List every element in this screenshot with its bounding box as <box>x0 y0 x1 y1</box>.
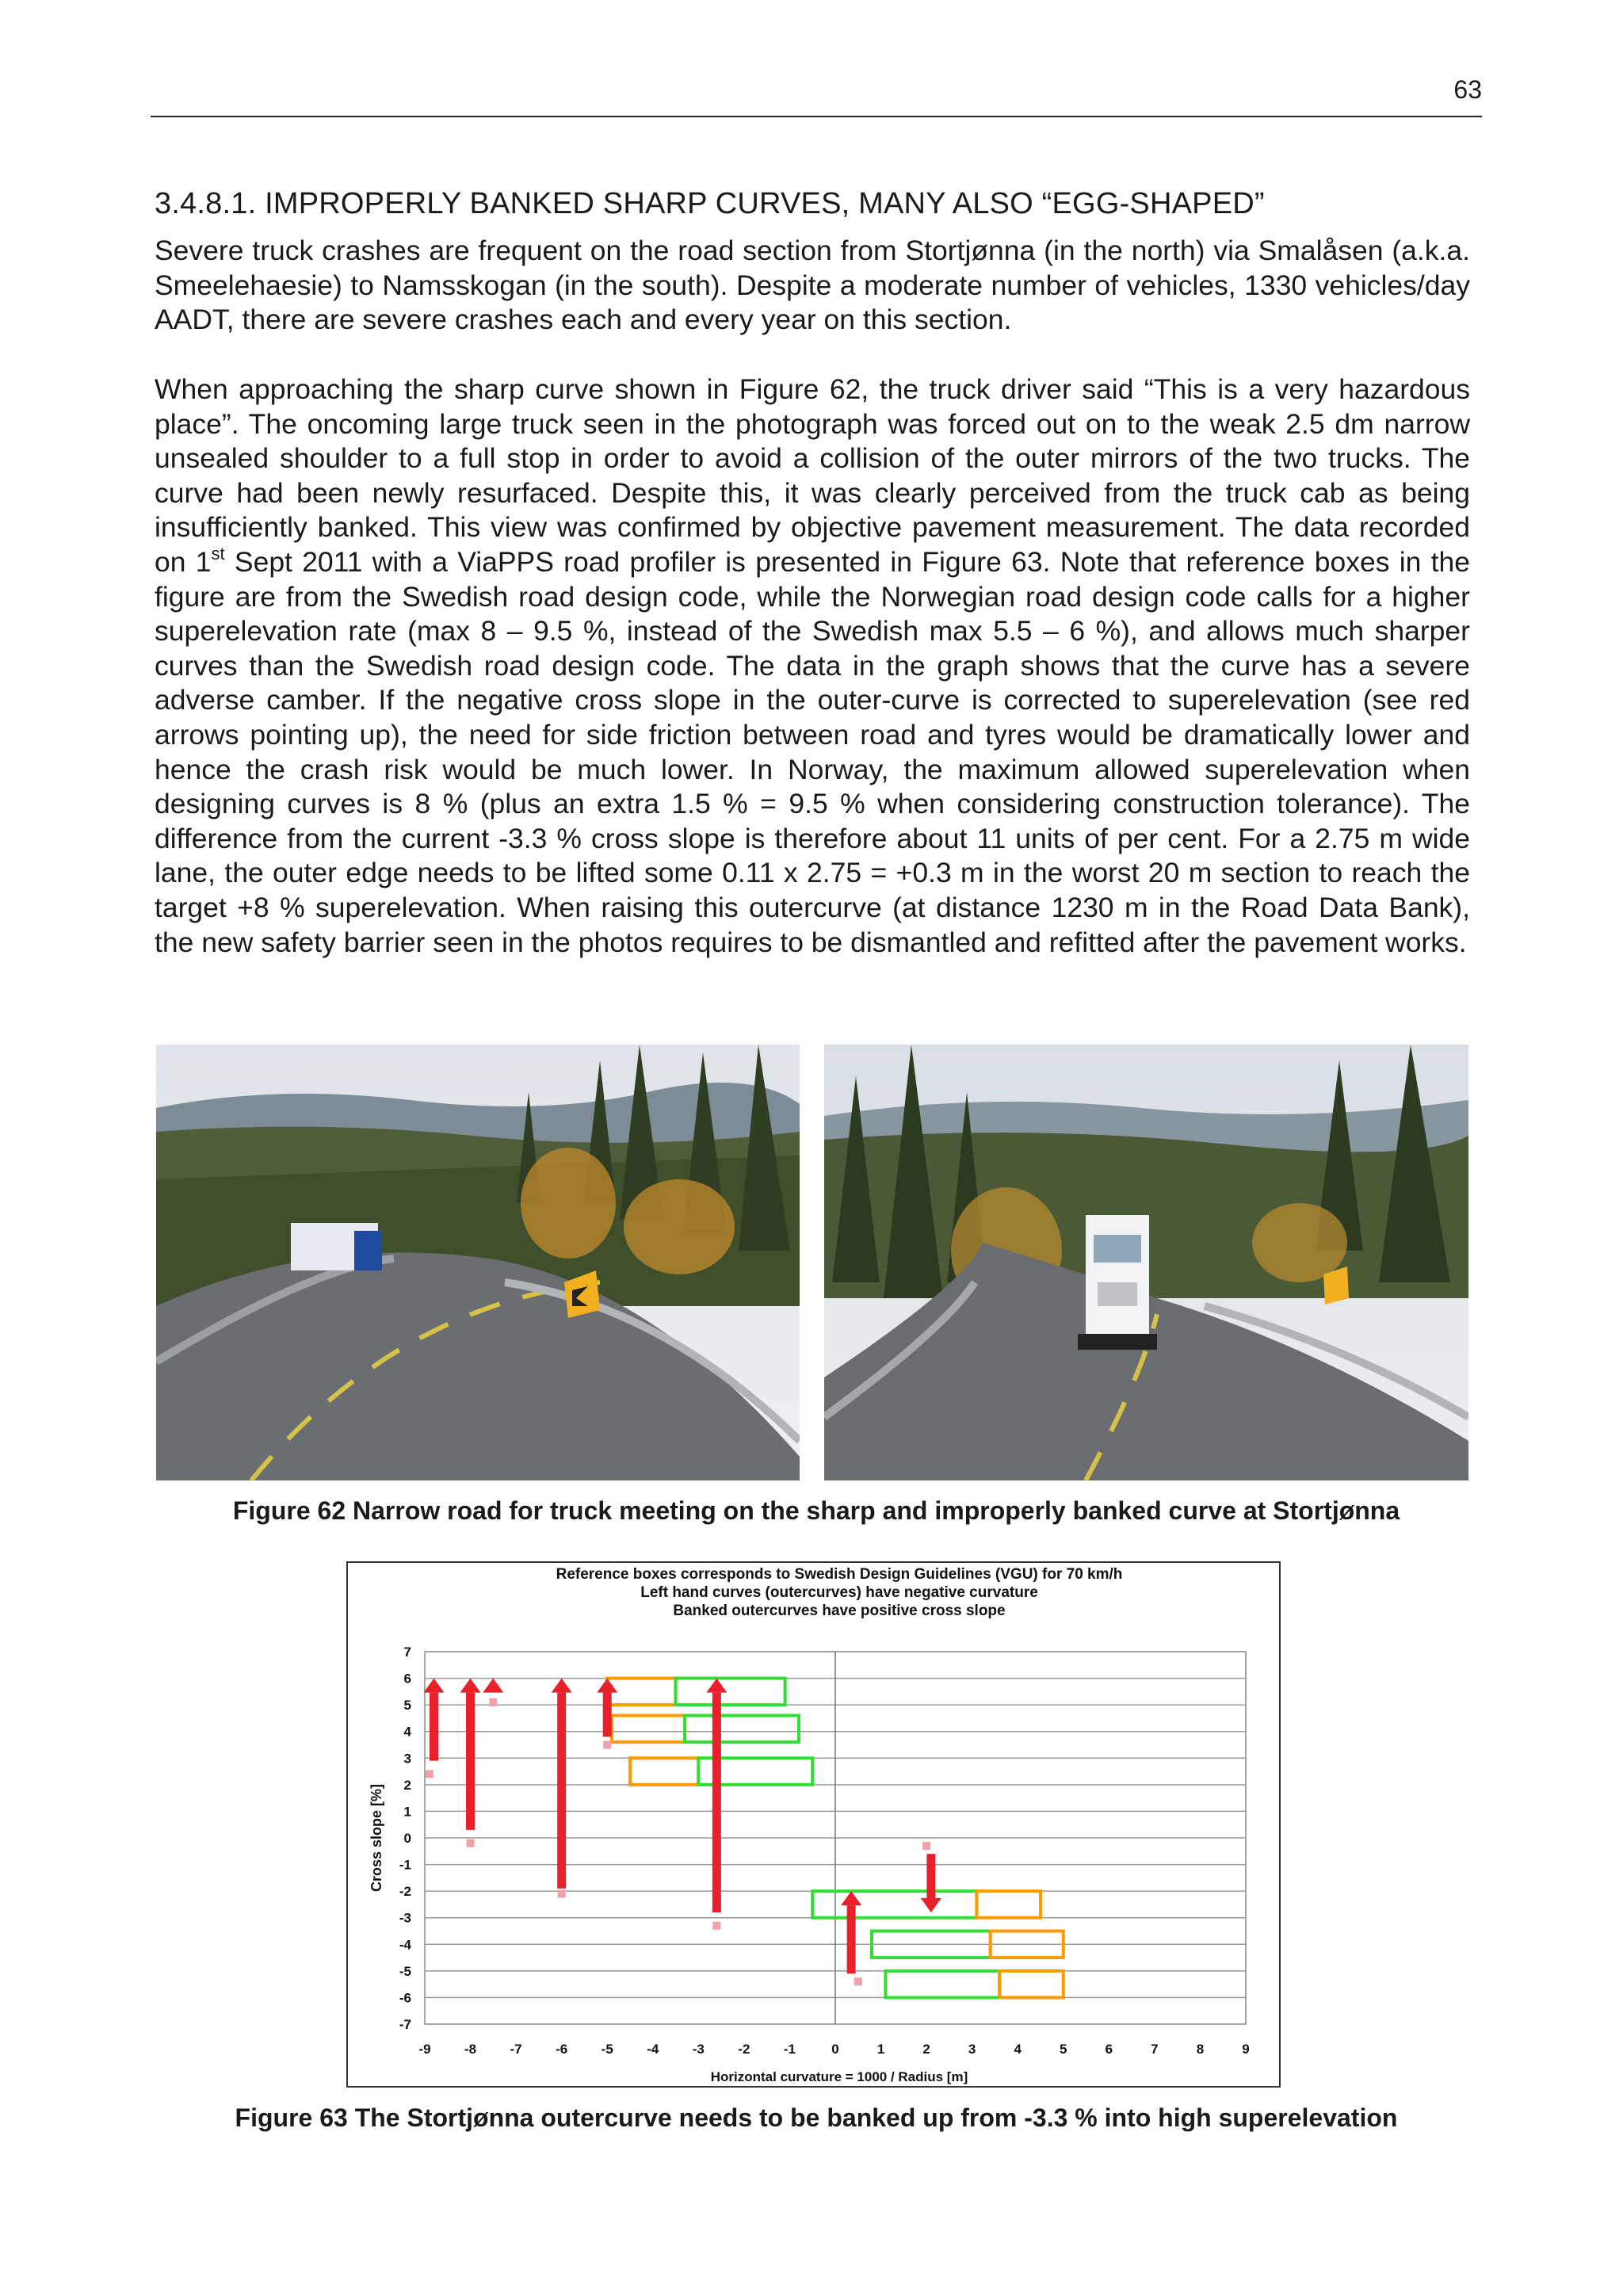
y-tick-label: 7 <box>403 1645 411 1660</box>
measured-point <box>489 1698 497 1706</box>
header-rule <box>151 116 1482 117</box>
ordinal-suffix: st <box>211 544 225 564</box>
chart-svg <box>348 1563 1279 2086</box>
photo-truck-oncoming <box>824 1045 1468 1480</box>
y-tick-label: -7 <box>399 2017 411 2032</box>
x-tick-label: -4 <box>647 2042 659 2057</box>
photo-left-illustration <box>156 1045 800 1480</box>
y-tick-label: 4 <box>403 1724 411 1740</box>
x-axis-label: Horizontal curvature = 1000 / Radius [m] <box>710 2069 968 2084</box>
y-tick-label: 5 <box>403 1698 411 1713</box>
paragraph-2 <box>155 372 1470 960</box>
x-tick-label: -1 <box>783 2042 796 2057</box>
photo-truck-approaching <box>156 1045 800 1480</box>
chart-title-line: Left hand curves (outercurves) have negative curvature <box>640 1584 1038 1601</box>
measured-point <box>712 1922 720 1930</box>
paragraph-2-part-2: Sept 2011 with a ViaPPS road profiler is presented in Figure 63. Note that reference boxes in the figure are from the Swedish road design code, while the Norwegian road design code calls for a higher superelevation rate (max 8 – 9.5 %, instead of the Swedish max 5.5 – 6 %), and allows much sharper curves than the Swedish road design code. The data in the graph shows that the curve has a severe adverse camber. If the negative cross slope in the outer-curve is corrected to superelevation (see red arrows pointing up), the need for side friction between road and tyres would be dramatically lower and hence the crash risk would be much lower. In Norway, the maximum allowed superelevation when designing curves is 8 % (plus an extra 1.5 % = 9.5 % when considering construction tolerance). The difference from the current -3.3 % cross slope is therefore about 11 units of per cent. For a 2.75 m wide lane, the outer edge needs to be lifted some 0.11 x 2.75 = +0.3 m in the worst 20 m section to reach the target +8 % superelevation. When raising this outercurve (at distance 1230 m in the Road Data Bank), the new safety barrier seen in the photos requires to be dismantled and refitted after the pavement works. <box>155 545 1470 958</box>
x-tick-label: 3 <box>968 2042 976 2057</box>
y-tick-label: 3 <box>403 1751 411 1767</box>
x-tick-label: -7 <box>510 2042 522 2057</box>
y-tick-label: -5 <box>399 1963 411 1979</box>
x-tick-label: 4 <box>1014 2042 1022 2057</box>
paragraph-1: Severe truck crashes are frequent on the road section from Stortjønna (in the north) via Smalåsen (a.k.a. Smeelehaesie) to Namsskogan (in the south). Despite a moderate number of vehicles, 1330 vehicles/day AADT, there are severe crashes each and every year on this section. <box>155 235 1470 336</box>
y-tick-label: -4 <box>399 1937 411 1953</box>
y-tick-label: 1 <box>403 1804 411 1820</box>
measured-point <box>603 1741 611 1749</box>
x-tick-label: -3 <box>692 2042 705 2057</box>
measured-point <box>426 1770 433 1778</box>
measured-point <box>558 1890 566 1898</box>
x-tick-label: -5 <box>601 2042 613 2057</box>
y-tick-label: -2 <box>399 1884 411 1900</box>
x-tick-label: 0 <box>831 2042 839 2057</box>
measured-point <box>467 1839 475 1847</box>
y-tick-label: 2 <box>403 1777 411 1793</box>
x-tick-label: 6 <box>1105 2042 1113 2057</box>
x-tick-label: 1 <box>876 2042 885 2057</box>
photo-right-illustration <box>824 1045 1468 1480</box>
measured-point <box>922 1842 930 1850</box>
y-tick-label: -6 <box>399 1990 411 2006</box>
y-tick-label: -1 <box>399 1857 411 1873</box>
chart-title-line: Banked outercurves have positive cross slope <box>673 1603 1006 1619</box>
chart-title-line: Reference boxes corresponds to Swedish Design Guidelines (VGU) for 70 km/h <box>556 1566 1123 1583</box>
measured-point <box>854 1977 862 1985</box>
figure-63-caption: Figure 63 The Stortjønna outercurve needs to be banked up from -3.3 % into high superelevation <box>235 2103 1398 2132</box>
y-tick-label: 0 <box>403 1831 411 1846</box>
x-tick-label: -2 <box>738 2042 750 2057</box>
figure-62-caption: Figure 62 Narrow road for truck meeting on the sharp and improperly banked curve at Stortjønna <box>232 1496 1400 1525</box>
x-tick-label: 2 <box>922 2042 930 2057</box>
section-heading: 3.4.8.1. IMPROPERLY BANKED SHARP CURVES, MANY ALSO “EGG-SHAPED” <box>155 187 1265 220</box>
paragraph-2-part-1: When approaching the sharp curve shown in Figure 62, the truck driver said “This is a very hazardous place”. The oncoming large truck seen in the photograph was forced out on to the weak 2.5 dm narrow unsealed shoulder to a full stop in order to avoid a collision of the outer mirrors of the two trucks. The curve had been newly resurfaced. Despite this, it was clearly perceived from the truck cab as being insufficiently banked. This view was confirmed by objective pavement measurement. The data recorded on 1 <box>155 373 1470 578</box>
x-tick-label: 7 <box>1151 2042 1159 2057</box>
x-tick-label: -8 <box>464 2042 477 2057</box>
y-axis-label: Cross slope [%] <box>369 1783 384 1893</box>
x-tick-label: 8 <box>1196 2042 1205 2057</box>
y-tick-label: -3 <box>399 1910 411 1926</box>
x-tick-label: -6 <box>556 2042 568 2057</box>
figure-63-chart <box>346 1561 1281 2088</box>
x-tick-label: 5 <box>1060 2042 1067 2057</box>
page-number: 63 <box>1453 75 1482 104</box>
x-tick-label: 9 <box>1242 2042 1250 2057</box>
x-tick-label: -9 <box>418 2042 431 2057</box>
y-tick-label: 6 <box>403 1671 411 1687</box>
